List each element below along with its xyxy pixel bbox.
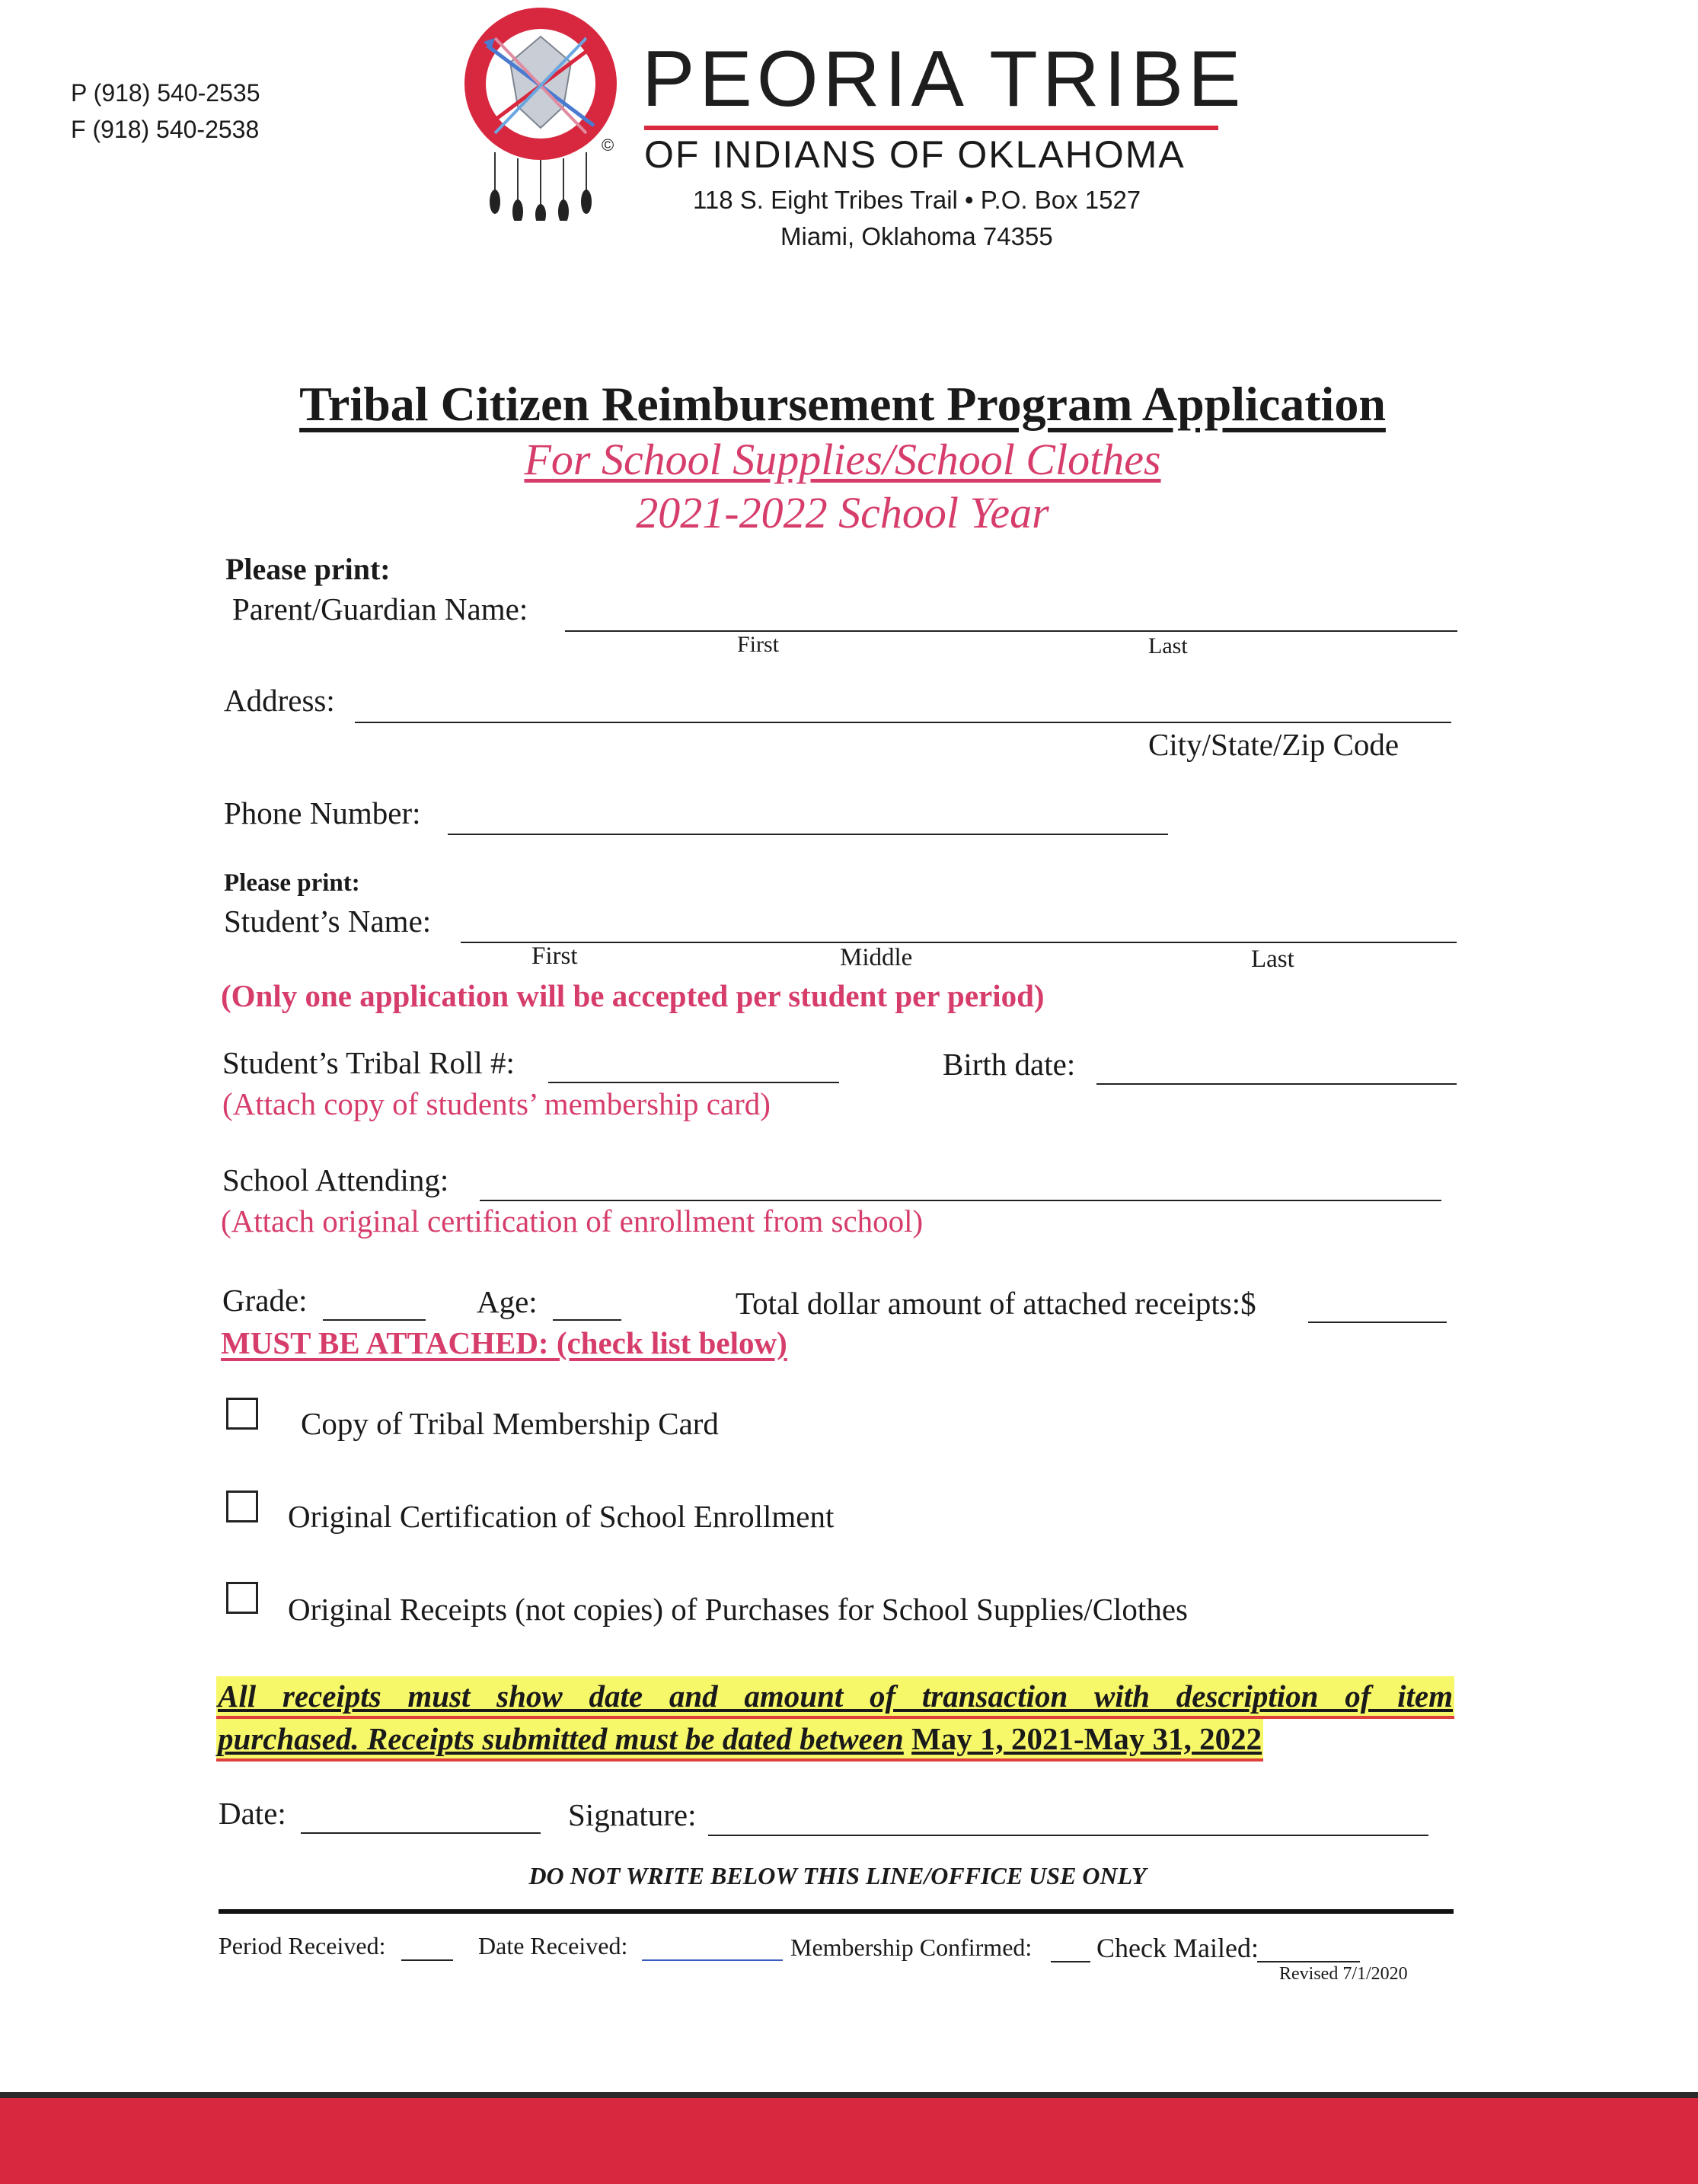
school-attending-label: School Attending: (222, 1162, 449, 1197)
must-be-attached-heading: MUST BE ATTACHED: (check list below) (221, 1325, 787, 1360)
parent-name-label: Parent/Guardian Name: (232, 591, 528, 627)
phone-number: P (918) 540-2535 (71, 79, 260, 107)
student-name-field[interactable] (461, 942, 1457, 943)
please-print-label: Please print: (225, 552, 391, 586)
check-mailed-field[interactable] (1257, 1961, 1360, 1962)
total-amount-label: Total dollar amount of attached receipts:$ (736, 1286, 1256, 1321)
period-received-field[interactable] (401, 1959, 453, 1961)
date-label: Date: (219, 1796, 286, 1831)
school-attending-field[interactable] (480, 1200, 1441, 1201)
birth-date-label: Birth date: (943, 1047, 1076, 1082)
grade-label: Grade: (222, 1283, 308, 1318)
org-address-line-1: 118 S. Eight Tribes Trail • P.O. Box 1527 (693, 186, 1141, 214)
org-name-rule (644, 126, 1218, 130)
student-name-label: Student’s Name: (224, 904, 432, 939)
signature-field[interactable] (708, 1835, 1428, 1836)
office-use-divider (219, 1909, 1454, 1914)
date-received-field[interactable] (642, 1959, 783, 1961)
receipts-notice-line-1: All receipts must show date and amount of transaction with description of item (216, 1676, 1454, 1719)
org-subtitle: OF INDIANS OF OKLAHOMA (644, 133, 1186, 176)
grade-field[interactable] (323, 1319, 426, 1321)
parent-last-caption: Last (1148, 633, 1188, 658)
membership-confirmed-field[interactable] (1051, 1961, 1090, 1962)
tribal-roll-label: Student’s Tribal Roll #: (222, 1045, 515, 1080)
revised-date: Revised 7/1/2020 (1279, 1964, 1408, 1984)
tribal-roll-field[interactable] (548, 1082, 839, 1083)
checklist-item-school-enrollment: Original Certification of School Enrollment (288, 1499, 835, 1534)
one-application-note: (Only one application will be accepted per student per period) (221, 978, 1045, 1013)
address-field[interactable] (355, 722, 1451, 723)
copyright-mark: © (602, 136, 614, 155)
org-name: PEORIA TRIBE (642, 35, 1246, 123)
receipts-notice (216, 1676, 1454, 1762)
fax-number: F (918) 540-2538 (71, 116, 260, 143)
phone-field[interactable] (448, 834, 1168, 835)
membership-card-note: (Attach copy of students’ membership card) (222, 1086, 771, 1121)
period-received-label: Period Received: (219, 1932, 386, 1959)
office-use-heading: DO NOT WRITE BELOW THIS LINE/OFFICE USE ONLY (528, 1862, 1147, 1889)
membership-confirmed-label: Membership Confirmed: (790, 1934, 1033, 1961)
address-label: Address: (224, 683, 335, 718)
student-last-caption: Last (1251, 945, 1294, 973)
date-received-label: Date Received: (478, 1932, 628, 1959)
birth-date-field[interactable] (1096, 1083, 1457, 1085)
checklist-item-membership-card: Copy of Tribal Membership Card (301, 1406, 719, 1441)
form-title: Tribal Citizen Reimbursement Program Application (299, 377, 1386, 431)
check-mailed-label: Check Mailed: (1096, 1933, 1259, 1963)
age-label: Age: (477, 1284, 538, 1319)
student-first-caption: First (531, 942, 578, 970)
date-field[interactable] (301, 1832, 541, 1834)
parent-name-field[interactable] (565, 630, 1457, 632)
checkbox-school-enrollment[interactable] (226, 1491, 258, 1522)
receipts-notice-line-2: purchased. Receipts submitted must be dated between May 1, 2021-May 31, 2022 (216, 1719, 1263, 1762)
parent-first-caption: First (737, 632, 780, 657)
signature-label: Signature: (568, 1797, 697, 1832)
receipts-date-range: May 1, 2021-May 31, 2022 (911, 1721, 1262, 1756)
checkbox-membership-card[interactable] (226, 1398, 258, 1430)
phone-label: Phone Number: (224, 795, 421, 831)
student-middle-caption: Middle (840, 944, 913, 971)
address-caption: City/State/Zip Code (1148, 727, 1400, 762)
age-field[interactable] (553, 1319, 621, 1321)
tribe-logo-icon (457, 8, 624, 221)
enrollment-note: (Attach original certification of enrollment from school) (221, 1204, 924, 1239)
checklist-item-original-receipts: Original Receipts (not copies) of Purchases for School Supplies/Clothes (288, 1592, 1188, 1627)
school-year: 2021-2022 School Year (636, 488, 1049, 537)
footer-band-rule (0, 2092, 1698, 2098)
footer-band (0, 2098, 1698, 2184)
form-subtitle: For School Supplies/School Clothes (524, 435, 1161, 484)
org-address-line-2: Miami, Oklahoma 74355 (780, 222, 1053, 250)
total-amount-field[interactable] (1308, 1322, 1447, 1323)
checkbox-original-receipts[interactable] (226, 1582, 258, 1614)
please-print-label-2: Please print: (224, 869, 360, 897)
